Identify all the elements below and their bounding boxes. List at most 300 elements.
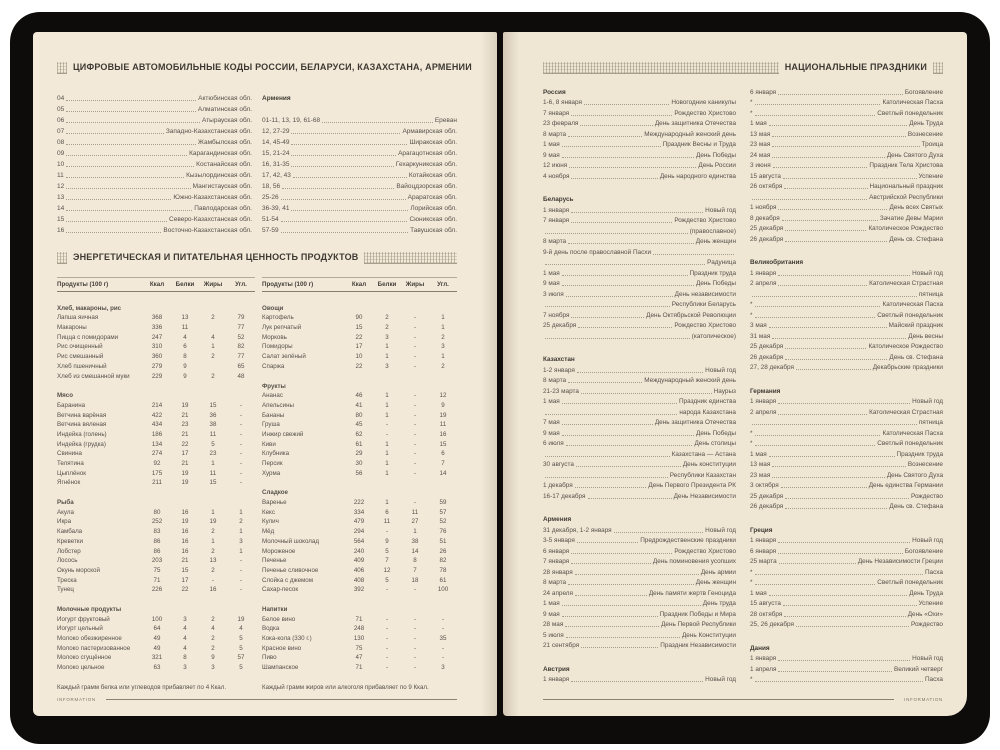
codes-columns bbox=[57, 91, 457, 234]
leader-row bbox=[543, 277, 736, 288]
food-value: 1 bbox=[385, 460, 389, 467]
dots-leader bbox=[545, 477, 668, 478]
food-row bbox=[262, 642, 457, 652]
food-value: - bbox=[413, 411, 417, 419]
header-stripes-left bbox=[57, 62, 67, 74]
food-value: - bbox=[413, 314, 417, 322]
leader-row bbox=[543, 489, 736, 500]
dots-leader bbox=[281, 221, 408, 222]
leader-row bbox=[57, 124, 252, 135]
leader-row bbox=[750, 458, 943, 469]
leader-row bbox=[262, 179, 457, 190]
row-right-text: День столицы bbox=[694, 440, 736, 447]
food-value: 17 bbox=[181, 576, 189, 584]
food-value: 15 bbox=[439, 440, 447, 448]
leader-row bbox=[750, 308, 943, 319]
food-name: Водка bbox=[262, 625, 280, 633]
food-value: 21 bbox=[181, 430, 189, 438]
food-row bbox=[57, 661, 255, 671]
row-left-text: 26 декабря bbox=[750, 235, 784, 243]
dots-leader bbox=[755, 317, 876, 318]
food-row bbox=[262, 574, 457, 584]
row-left-text: 7 ноября bbox=[543, 311, 570, 319]
country-name: Казахстан bbox=[543, 356, 575, 363]
row-right-text: Зачатие Девы Марии bbox=[879, 214, 943, 222]
food-row bbox=[57, 574, 255, 584]
row-left-text: 1 мая bbox=[750, 450, 767, 458]
leader-row bbox=[57, 113, 252, 124]
row-right-text: День защитника Отечества bbox=[654, 120, 736, 127]
food-value: 8 bbox=[413, 557, 417, 565]
row-left-text: 13 мая bbox=[750, 461, 771, 468]
food-value: 3 bbox=[239, 537, 243, 545]
row-right-text: День женщин bbox=[695, 579, 736, 586]
row-right-text: Католическая Пасха bbox=[882, 301, 943, 308]
row-left-text: 8 декабря bbox=[750, 214, 780, 222]
row-right-text: Тавушская обл. bbox=[410, 227, 457, 234]
food-value: 61 bbox=[439, 576, 447, 584]
row-left-text: 16 bbox=[57, 227, 65, 234]
leader-row bbox=[57, 135, 252, 146]
food-value: 71 bbox=[153, 576, 161, 584]
country-name: Россия bbox=[543, 88, 566, 96]
row-right-text: Котайкская обл. bbox=[408, 172, 457, 179]
row-right-text: Северо-Казахстанская обл. bbox=[169, 216, 252, 223]
food-value: - bbox=[239, 430, 243, 438]
food-value: 3 bbox=[183, 664, 187, 672]
food-row bbox=[262, 613, 457, 623]
food-header-row bbox=[262, 277, 457, 292]
food-value: 3 bbox=[441, 664, 445, 672]
row-left-text: 12, 27-29 bbox=[262, 128, 290, 135]
food-value: 9 bbox=[183, 372, 187, 380]
food-value: 310 bbox=[151, 343, 163, 351]
row-right-text: Новый год bbox=[705, 206, 736, 214]
food-value: 247 bbox=[151, 333, 163, 341]
food-name: Кулич bbox=[262, 518, 279, 526]
leader-row bbox=[543, 447, 736, 458]
dots-leader bbox=[755, 306, 881, 307]
country-name: Дания bbox=[750, 644, 770, 652]
nutrition-footnotes bbox=[57, 684, 457, 691]
row-left-text: 25 декабря bbox=[750, 225, 784, 232]
row-left-text: 3 июня bbox=[750, 162, 771, 169]
leader-row bbox=[543, 395, 736, 406]
row-left-text: 07 bbox=[57, 128, 65, 135]
food-value: 26 bbox=[439, 547, 447, 555]
food-row bbox=[262, 516, 457, 526]
food-value: 19 bbox=[181, 518, 189, 526]
food-value: 82 bbox=[237, 343, 245, 351]
food-value: 79 bbox=[237, 314, 245, 322]
leader-row bbox=[750, 340, 943, 351]
row-right-text: Арагацотнская обл. bbox=[398, 150, 457, 157]
food-row bbox=[262, 623, 457, 633]
food-name: Ягнёнок bbox=[57, 479, 81, 487]
leader-row bbox=[543, 245, 736, 256]
food-name: Ветчина варёная bbox=[57, 411, 107, 419]
food-name: Молоко цельное bbox=[57, 664, 105, 672]
food-row bbox=[57, 642, 255, 652]
food-value: 1 bbox=[211, 508, 215, 516]
dots-leader bbox=[545, 306, 670, 307]
leader-row bbox=[543, 565, 736, 576]
row-left-text: 36-39, 41 bbox=[262, 205, 290, 212]
row-right-text: Католическая Страстная bbox=[869, 280, 943, 287]
row-left-text: 1 января bbox=[750, 398, 777, 405]
row-left-text: 08 bbox=[57, 139, 65, 146]
dots-leader bbox=[568, 584, 694, 585]
food-value: 175 bbox=[151, 469, 163, 477]
food-row bbox=[262, 496, 457, 506]
food-value: 1 bbox=[211, 460, 215, 467]
food-value: 360 bbox=[151, 353, 163, 361]
row-right-text: Новый год bbox=[912, 398, 943, 405]
food-value: 2 bbox=[211, 314, 215, 322]
row-left-text: 25, 26 декабря bbox=[750, 621, 794, 628]
leader-row bbox=[543, 117, 736, 128]
page-right-content bbox=[503, 32, 967, 716]
dots-leader bbox=[778, 209, 887, 210]
leader-row bbox=[543, 523, 736, 534]
food-value: 59 bbox=[439, 499, 447, 507]
food-value: 78 bbox=[439, 566, 447, 574]
food-value: - bbox=[413, 469, 417, 477]
leader-row bbox=[750, 298, 943, 309]
food-name: Кекс bbox=[262, 508, 275, 516]
leader-row bbox=[750, 405, 943, 416]
leader-row bbox=[543, 586, 736, 597]
food-value: - bbox=[413, 343, 417, 351]
nutrition-footnote-right: Каждый грамм жиров или алкоголя прибавляет по 9 Ккал. bbox=[262, 684, 429, 692]
food-row bbox=[57, 477, 255, 487]
dots-leader bbox=[755, 681, 923, 682]
dots-leader bbox=[778, 542, 910, 543]
food-value: 5 bbox=[385, 576, 389, 584]
food-col-header: Жиры bbox=[203, 281, 223, 288]
food-value: 15 bbox=[181, 566, 189, 574]
leader-row bbox=[543, 405, 736, 416]
food-value: - bbox=[413, 586, 417, 594]
food-row bbox=[57, 525, 255, 535]
food-value: 13 bbox=[209, 557, 217, 565]
food-row bbox=[57, 399, 255, 409]
row-left-text: 27, 28 декабря bbox=[750, 364, 794, 371]
food-row bbox=[262, 506, 457, 516]
row-right-text: Мангистауская обл. bbox=[192, 183, 252, 190]
row-right-text: пятница bbox=[918, 419, 943, 426]
food-value: 82 bbox=[439, 557, 447, 565]
leader-row bbox=[750, 618, 943, 629]
food-name: Йогурт фруктовый bbox=[57, 615, 110, 623]
country-block bbox=[543, 662, 736, 683]
row-left-text: 3 октября bbox=[750, 482, 779, 489]
food-col-header: Угл. bbox=[437, 281, 449, 288]
leader-row bbox=[543, 138, 736, 149]
country-block bbox=[750, 523, 943, 628]
dots-leader bbox=[566, 637, 680, 638]
food-name: Молоко обезжиренное bbox=[57, 635, 122, 642]
food-name: Хлеб пшеничный bbox=[57, 362, 107, 370]
food-value: - bbox=[413, 460, 417, 467]
food-value: 19 bbox=[209, 518, 217, 526]
row-left-text: 9 мая bbox=[543, 151, 560, 159]
food-value: 22 bbox=[355, 362, 363, 370]
dots-leader bbox=[66, 199, 171, 200]
dots-leader bbox=[785, 498, 909, 499]
food-value: 1 bbox=[385, 440, 389, 448]
leader-row bbox=[750, 500, 943, 511]
row-right-text: День России bbox=[698, 162, 736, 169]
dots-leader bbox=[773, 167, 868, 168]
food-value: - bbox=[239, 469, 243, 477]
food-name: Сахар-песок bbox=[262, 586, 299, 594]
food-value: 27 bbox=[411, 518, 419, 526]
row-left-text: 3 июля bbox=[543, 290, 564, 298]
food-name: Клубника bbox=[262, 450, 290, 458]
dots-leader bbox=[562, 616, 658, 617]
food-value: 62 bbox=[355, 430, 363, 438]
header-stripes-right bbox=[364, 252, 457, 264]
food-name: Треска bbox=[57, 576, 77, 584]
food-value: - bbox=[385, 421, 389, 429]
dots-leader bbox=[571, 681, 703, 682]
food-value: - bbox=[413, 362, 417, 370]
leader-row bbox=[262, 223, 457, 234]
food-value: - bbox=[413, 635, 417, 642]
row-left-text: 5 июля bbox=[543, 631, 564, 639]
country-block bbox=[543, 193, 736, 340]
dots-leader bbox=[796, 369, 871, 370]
food-value: 18 bbox=[411, 576, 419, 584]
row-left-text: 1 января bbox=[750, 655, 777, 662]
food-name: Индейка (грудка) bbox=[57, 440, 106, 448]
leader-row bbox=[750, 222, 943, 233]
food-value: 252 bbox=[151, 518, 163, 526]
dots-leader bbox=[769, 327, 887, 328]
dots-leader bbox=[566, 296, 673, 297]
holidays-title: НАЦИОНАЛЬНЫЕ ПРАЗДНИКИ bbox=[784, 62, 927, 72]
food-value: 4 bbox=[183, 635, 187, 642]
row-right-text: День св. Стефана bbox=[889, 503, 943, 510]
leader-row bbox=[543, 148, 736, 159]
dots-leader bbox=[785, 230, 866, 231]
leader-row bbox=[262, 157, 457, 168]
food-value: 2 bbox=[211, 528, 215, 536]
food-name: Пиво bbox=[262, 654, 277, 662]
page-left-content bbox=[33, 32, 497, 716]
food-name: Пицца с помидорами bbox=[57, 333, 119, 341]
row-left-text: 11 bbox=[57, 172, 64, 179]
row-right-text: Рождество Христово bbox=[674, 547, 736, 555]
row-right-text: Гехаркуникская обл. bbox=[395, 161, 457, 168]
leader-row bbox=[543, 235, 736, 246]
food-col-left bbox=[57, 277, 255, 671]
food-row bbox=[262, 467, 457, 477]
row-right-text: Праздник Тела Христова bbox=[869, 162, 943, 169]
dots-leader bbox=[575, 487, 647, 488]
food-value: 48 bbox=[237, 372, 245, 380]
food-name: Инжир свежий bbox=[262, 430, 304, 438]
food-value: 56 bbox=[355, 469, 363, 477]
row-left-text: 28 января bbox=[543, 568, 573, 576]
dots-leader bbox=[783, 605, 917, 606]
food-value: 2 bbox=[211, 644, 215, 652]
food-name: Камбала bbox=[57, 528, 83, 536]
food-value: 16 bbox=[181, 528, 189, 536]
food-name: Варенье bbox=[262, 499, 287, 507]
row-left-text: 25 декабря bbox=[543, 322, 577, 329]
food-row bbox=[57, 652, 255, 662]
food-name: Индейка (голень) bbox=[57, 430, 107, 438]
food-row bbox=[262, 428, 457, 438]
row-right-text: Атырауская обл. bbox=[202, 117, 252, 124]
row-right-text: Католическая Страстная bbox=[869, 408, 943, 416]
food-group bbox=[57, 390, 255, 487]
food-value: 15 bbox=[209, 479, 217, 487]
food-value: 134 bbox=[151, 440, 163, 448]
dots-leader bbox=[562, 605, 701, 606]
dots-leader bbox=[575, 574, 699, 575]
dots-leader bbox=[66, 210, 192, 211]
row-right-text: Наурыз bbox=[713, 387, 736, 395]
food-value: 1 bbox=[441, 324, 445, 332]
row-right-text: День Победы bbox=[696, 151, 736, 159]
dots-leader bbox=[571, 115, 672, 116]
food-value: - bbox=[239, 440, 243, 448]
food-group-title: Овощи bbox=[262, 304, 284, 312]
dots-leader bbox=[562, 403, 677, 404]
leader-row bbox=[543, 426, 736, 437]
row-left-text: 23 мая bbox=[750, 141, 771, 148]
dots-leader bbox=[778, 403, 910, 404]
food-value: 11 bbox=[181, 324, 189, 332]
row-left-text: 04 bbox=[57, 95, 65, 102]
food-row bbox=[57, 331, 255, 341]
leader-row bbox=[750, 350, 943, 361]
leader-row bbox=[543, 544, 736, 555]
food-value: 22 bbox=[181, 440, 189, 448]
food-value: - bbox=[239, 566, 243, 574]
dots-leader bbox=[772, 136, 906, 137]
food-row bbox=[57, 438, 255, 448]
leader-row bbox=[262, 146, 457, 157]
leader-row bbox=[57, 190, 252, 201]
row-right-text: Праздник труда bbox=[689, 269, 736, 277]
food-row bbox=[262, 448, 457, 458]
food-value: 2 bbox=[441, 333, 445, 341]
food-row bbox=[57, 535, 255, 545]
food-value: 2 bbox=[239, 518, 243, 526]
food-value: - bbox=[385, 644, 389, 652]
food-value: 9 bbox=[385, 537, 389, 545]
food-row bbox=[262, 321, 457, 331]
dots-leader bbox=[66, 232, 161, 233]
dots-leader bbox=[66, 177, 184, 178]
food-name: Слойка с джемом bbox=[262, 576, 314, 584]
food-value: 12 bbox=[439, 392, 447, 400]
row-left-text: 25 марта bbox=[750, 558, 777, 565]
food-name: Икра bbox=[57, 518, 72, 526]
food-row bbox=[57, 623, 255, 633]
leader-row bbox=[750, 361, 943, 372]
row-right-text: Новый год bbox=[705, 366, 736, 374]
food-value: 5 bbox=[239, 644, 243, 652]
food-value: - bbox=[239, 421, 243, 429]
food-value: - bbox=[385, 625, 389, 633]
food-name: Морковь bbox=[262, 333, 287, 341]
food-group-title: Сладкое bbox=[262, 489, 289, 497]
leader-row bbox=[543, 298, 736, 309]
row-right-text: Новый год bbox=[912, 655, 943, 662]
leader-row bbox=[750, 565, 943, 576]
food-value: - bbox=[441, 625, 445, 633]
food-value: 80 bbox=[153, 508, 161, 516]
row-right-text: День армии bbox=[700, 568, 736, 576]
country-name: Австрия bbox=[543, 665, 570, 673]
dots-leader bbox=[778, 285, 867, 286]
dots-leader bbox=[784, 188, 867, 189]
dots-leader bbox=[571, 553, 672, 554]
leader-row bbox=[543, 479, 736, 490]
dots-leader bbox=[778, 414, 867, 415]
dots-leader bbox=[778, 275, 910, 276]
row-right-text: Алматинская обл. bbox=[197, 106, 252, 113]
food-group bbox=[57, 302, 255, 380]
row-right-text: Новый год bbox=[705, 526, 736, 534]
dots-leader bbox=[562, 285, 694, 286]
food-value: 279 bbox=[151, 362, 163, 370]
dots-leader bbox=[785, 241, 887, 242]
leader-row bbox=[750, 169, 943, 180]
leader-row bbox=[750, 180, 943, 191]
row-left-text: * bbox=[750, 676, 753, 683]
food-row bbox=[57, 506, 255, 516]
row-right-text: Светлый понедельник bbox=[877, 440, 943, 447]
food-name: Акула bbox=[57, 508, 74, 516]
food-row bbox=[57, 584, 255, 594]
leader-row bbox=[543, 96, 736, 107]
food-value: 15 bbox=[209, 401, 217, 409]
food-value: 4 bbox=[183, 644, 187, 652]
food-value: 2 bbox=[211, 615, 215, 623]
food-value: 274 bbox=[151, 450, 163, 458]
leader-row bbox=[750, 673, 943, 684]
food-row bbox=[57, 350, 255, 360]
food-value: 408 bbox=[353, 576, 365, 584]
food-value: 1 bbox=[385, 343, 389, 351]
row-left-text: 14, 45-49 bbox=[262, 139, 290, 146]
leader-row bbox=[543, 224, 736, 235]
food-row bbox=[57, 428, 255, 438]
food-value: - bbox=[413, 401, 417, 409]
food-value: 1 bbox=[385, 353, 389, 361]
row-left-text: 57-59 bbox=[262, 227, 279, 234]
food-row bbox=[262, 545, 457, 555]
row-left-text: 1 ноября bbox=[750, 204, 777, 211]
row-right-text: День св. Стефана bbox=[889, 353, 943, 361]
food-value: - bbox=[413, 664, 417, 672]
row-right-text: День независимости bbox=[674, 290, 736, 298]
food-value: 1 bbox=[385, 450, 389, 458]
food-value: 422 bbox=[151, 411, 163, 419]
food-value: 6 bbox=[385, 508, 389, 516]
row-left-text: 6 января bbox=[750, 88, 777, 96]
row-left-text: 1 января bbox=[543, 676, 570, 683]
leader-row bbox=[750, 586, 943, 597]
food-value: 46 bbox=[355, 392, 363, 400]
codes-title: ЦИФРОВЫЕ АВТОМОБИЛЬНЫЕ КОДЫ РОССИИ, БЕЛАРУСИ, КАЗАХСТАНА, АРМЕНИИ bbox=[73, 62, 472, 72]
